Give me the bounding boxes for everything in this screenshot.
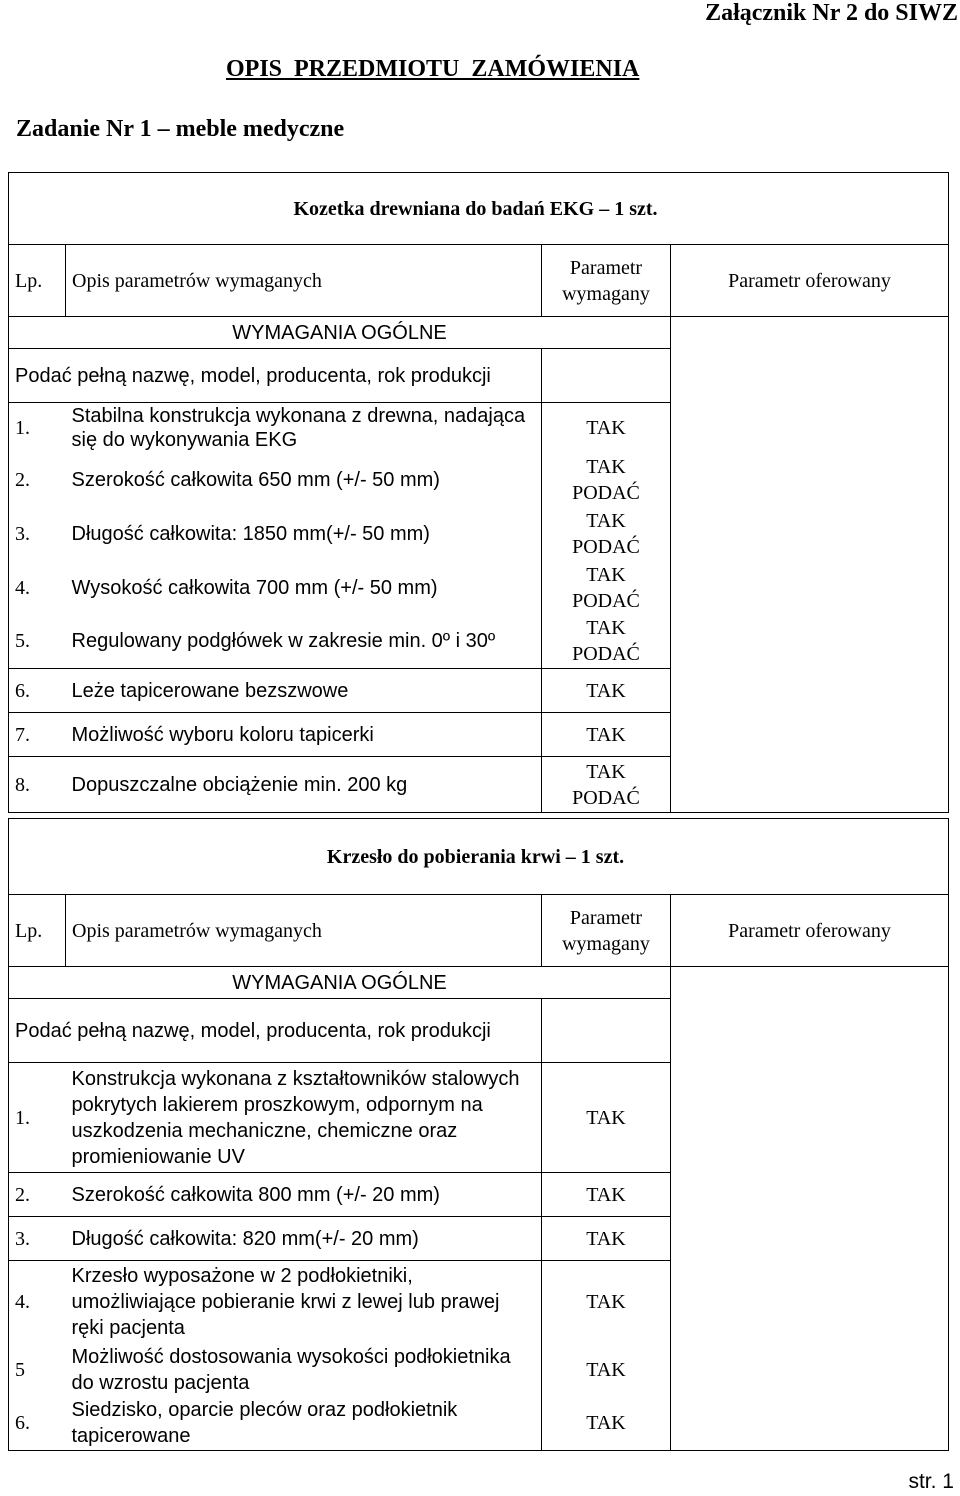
row-lp: 3. — [9, 1217, 66, 1261]
req-value: TAK — [586, 760, 626, 783]
table-caption — [9, 173, 949, 245]
section-title: WYMAGANIA OGÓLNE — [9, 967, 671, 999]
req-value: TAK — [586, 509, 626, 532]
row-req — [542, 561, 671, 615]
spec-table-kozetka — [8, 172, 949, 813]
table-caption-row — [9, 819, 949, 895]
intro-req — [542, 349, 671, 403]
row-req: TAK — [542, 713, 671, 757]
header-required-line2: wymagany — [562, 932, 650, 955]
row-lp: 5 — [9, 1343, 66, 1397]
row-desc: Dopuszczalne obciążenie min. 200 kg — [66, 757, 542, 813]
attachment-label: Załącznik Nr 2 do SIWZ — [705, 0, 958, 26]
req-note: PODAĆ — [572, 481, 640, 504]
header-lp: Lp. — [9, 245, 66, 317]
row-desc: Długość całkowita: 820 mm(+/- 20 mm) — [66, 1217, 542, 1261]
row-desc: Długość całkowita: 1850 mm(+/- 50 mm) — [66, 507, 542, 561]
section-row — [9, 967, 949, 999]
row-desc: Możliwość dostosowania wysokości podłokietnika do wzrostu pacjenta — [66, 1343, 542, 1397]
header-desc: Opis parametrów wymaganych — [66, 895, 542, 967]
header-lp: Lp. — [9, 895, 66, 967]
row-desc: Regulowany podgłówek w zakresie min. 0º i 30º — [66, 615, 542, 669]
spec-table-krzeslo — [8, 818, 949, 1451]
caption-text: Kozetka drewniana do badań EKG – 1 szt. — [293, 197, 658, 220]
row-desc: Stabilna konstrukcja wykonana z drewna, nadająca się do wykonywania EKG — [66, 403, 542, 453]
row-desc: Możliwość wyboru koloru tapicerki — [66, 713, 542, 757]
intro-req — [542, 999, 671, 1063]
row-req — [542, 615, 671, 669]
req-value: TAK — [586, 617, 626, 640]
header-row — [9, 245, 949, 317]
row-lp: 1. — [9, 403, 66, 453]
row-req: TAK — [542, 403, 671, 453]
req-note: PODAĆ — [572, 786, 640, 809]
document-title: OPIS PRZEDMIOTU ZAMÓWIENIA — [226, 56, 640, 82]
row-lp: 8. — [9, 757, 66, 813]
row-desc: Krzesło wyposażone w 2 podłokietniki, umożliwiające pobieranie krwi z lewej lub prawej ręki pacjenta — [66, 1261, 542, 1343]
row-desc: Leże tapicerowane bezszwowe — [66, 669, 542, 713]
table-caption — [9, 819, 949, 895]
row-desc: Konstrukcja wykonana z kształtowników stalowych pokrytych lakierem proszkowym, odpornym na uszkodzenia mechaniczne, chemiczne oraz promieniowanie UV — [66, 1063, 542, 1173]
task-title: Zadanie Nr 1 – meble medyczne — [16, 116, 345, 142]
row-desc: Siedzisko, oparcie pleców oraz podłokietnik tapicerowane — [66, 1397, 542, 1451]
row-req — [542, 453, 671, 507]
row-req: TAK — [542, 1397, 671, 1451]
row-req: TAK — [542, 1063, 671, 1173]
req-note: PODAĆ — [572, 589, 640, 612]
row-req: TAK — [542, 1173, 671, 1217]
row-lp: 3. — [9, 507, 66, 561]
row-req: TAK — [542, 1261, 671, 1343]
header-required — [542, 895, 671, 967]
row-desc: Wysokość całkowita 700 mm (+/- 50 mm) — [66, 561, 542, 615]
header-required-line1: Parametr — [569, 256, 643, 279]
req-value: TAK — [586, 563, 626, 586]
row-desc: Szerokość całkowita 650 mm (+/- 50 mm) — [66, 453, 542, 507]
row-req: TAK — [542, 669, 671, 713]
row-req — [542, 507, 671, 561]
intro-text: Podać pełną nazwę, model, producenta, rok produkcji — [9, 999, 542, 1063]
req-note: PODAĆ — [572, 643, 640, 666]
header-required-line2: wymagany — [562, 282, 650, 305]
page-number: str. 1 — [908, 1470, 954, 1493]
req-value: TAK — [586, 455, 626, 478]
header-row — [9, 895, 949, 967]
row-lp: 7. — [9, 713, 66, 757]
req-note: PODAĆ — [572, 535, 640, 558]
header-desc: Opis parametrów wymaganych — [66, 245, 542, 317]
row-lp: 4. — [9, 561, 66, 615]
row-lp: 5. — [9, 615, 66, 669]
table-caption-row — [9, 173, 949, 245]
header-offered: Parametr oferowany — [671, 245, 949, 317]
row-desc: Szerokość całkowita 800 mm (+/- 20 mm) — [66, 1173, 542, 1217]
row-lp: 4. — [9, 1261, 66, 1343]
row-lp: 6. — [9, 669, 66, 713]
row-lp: 6. — [9, 1397, 66, 1451]
row-lp: 2. — [9, 1173, 66, 1217]
offered-column — [671, 317, 949, 813]
row-req: TAK — [542, 1217, 671, 1261]
header-required — [542, 245, 671, 317]
header-required-line1: Parametr — [569, 906, 643, 929]
row-lp: 2. — [9, 453, 66, 507]
row-lp: 1. — [9, 1063, 66, 1173]
section-title: WYMAGANIA OGÓLNE — [9, 317, 671, 349]
row-req: TAK — [542, 1343, 671, 1397]
section-row — [9, 317, 949, 349]
header-offered: Parametr oferowany — [671, 895, 949, 967]
offered-column — [671, 967, 949, 1451]
row-req — [542, 757, 671, 813]
intro-text: Podać pełną nazwę, model, producenta, rok produkcji — [9, 349, 542, 403]
caption-text: Krzesło do pobierania krwi – 1 szt. — [326, 845, 625, 868]
